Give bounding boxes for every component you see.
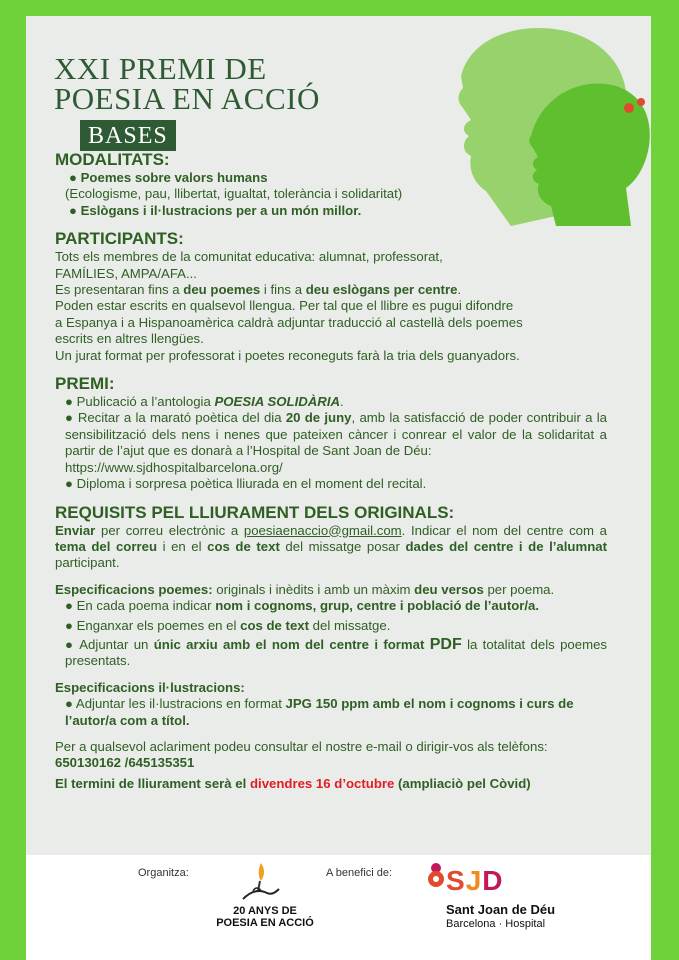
requisits-paragraph	[55, 523, 607, 572]
modalitat-poemes: ● Poemes sobre valors humans	[69, 170, 268, 185]
sjd-name: Sant Joan de Déu	[446, 902, 556, 917]
sjd-d: D	[482, 865, 504, 896]
poemes-bullet-2	[55, 618, 607, 634]
premi-bullet-1	[55, 394, 607, 410]
premi-heading: PREMI:	[55, 374, 115, 394]
requisits-heading: REQUISITS PEL LLIURAMENT DELS ORIGINALS:	[55, 502, 455, 522]
text-span: . Indicar el nom del centre com a	[401, 522, 607, 538]
text-span: El termini de lliurament serà el	[55, 775, 250, 791]
text-span: per poema.	[483, 581, 555, 597]
sjd-logo	[446, 865, 504, 897]
participants-heading: PARTICIPANTS:	[55, 229, 184, 249]
text-span: ● Recitar a la marató poètica del dia	[65, 410, 286, 426]
title-line-2: POESIA EN ACCIÓ	[54, 81, 320, 116]
sjd-j: J	[465, 865, 483, 896]
text-span: ● En cada poema indicar	[65, 598, 216, 614]
text-span: deu versos	[414, 581, 484, 597]
especificacions-il-heading: Especificacions il·lustracions:	[55, 679, 245, 695]
logo-line-1: 20 ANYS DE	[233, 905, 297, 917]
logo-line-2: POESIA EN ACCIÓ	[216, 917, 314, 929]
text-span: i fins a	[260, 282, 306, 298]
text-span: cos de text	[207, 538, 280, 554]
text-span: cos de text	[240, 617, 310, 633]
bases-label: BASES	[80, 120, 176, 151]
title-line-1: XXI PREMI DE	[54, 51, 267, 86]
deadline	[55, 776, 607, 792]
poster-title	[54, 51, 424, 116]
poemes-bullet-1	[55, 598, 607, 614]
poster-content	[55, 150, 607, 792]
text-span: ● Enganxar els poemes en el	[65, 617, 241, 633]
text-span: , amb la satisfacció de poder contribuir a la sensibilització dels nens i nenes que pateixen càncer i conrear el valor de la solidaritat a partir de l’ajut que es donarà a l’Hospital de Sant Joan de Déu:	[65, 410, 607, 459]
modalitats-heading: MODALITATS:	[55, 150, 170, 169]
text-span: del missatge.	[309, 617, 391, 633]
text-span: la totalitat dels poemes presentats.	[65, 636, 607, 669]
benefici-label: A benefici de:	[326, 867, 393, 879]
poemes-bullet-3	[55, 637, 607, 670]
organitza-label: Organitza:	[138, 867, 189, 879]
text-span: i en el	[157, 538, 208, 554]
text-span: nom i cognoms, grup, centre i població de l’autor/a.	[215, 598, 540, 614]
premi-bullet-2	[55, 410, 607, 459]
text-span: del missatge posar	[279, 538, 406, 554]
participants-line-4: Poden estar escrits en qualsevol llengua. Per tal que el llibre es pugui difondre	[55, 298, 514, 314]
text-span: POESIA SOLIDÀRIA	[214, 394, 341, 410]
text-span: ● Adjuntar les il·lustracions en format	[65, 696, 286, 712]
text-span: Especificacions poemes:	[55, 581, 213, 597]
participants-line-7: Un jurat format per professorat i poetes reconeguts farà la tria dels guanyadors.	[55, 347, 520, 363]
text-span: .	[340, 394, 344, 410]
sjd-emblem-icon	[424, 862, 448, 890]
text-span: ● Publicació a l’antologia	[65, 394, 215, 410]
text-span: participant.	[55, 555, 120, 571]
modalitat-poemes-detail: (Ecologisme, pau, llibertat, igualtat, tolerància i solidaritat)	[65, 186, 403, 202]
sjd-subtitle: Barcelona · Hospital	[446, 918, 546, 930]
text-span: originals i inèdits i amb un màxim	[212, 581, 415, 597]
text-span: deu poemes	[183, 282, 261, 298]
especificacions-poemes	[55, 582, 607, 598]
phone-numbers: 650130162 /645135351	[55, 755, 195, 771]
text-span: únic arxiu amb el nom del centre i format	[153, 636, 430, 652]
text-span: Es presentaran fins a	[55, 282, 184, 298]
text-span: 20 de juny	[285, 410, 352, 426]
participants-line-1: Tots els membres de la comunitat educativa: alumnat, professorat,	[55, 249, 443, 265]
text-span: JPG 150 ppm amb el nom i cognoms i curs de l’autor/a com a títol.	[65, 696, 574, 728]
sjd-s: S	[446, 865, 466, 896]
text-span: per correu electrònic a	[95, 522, 244, 538]
text-span: (ampliaciò pel Còvid)	[394, 775, 531, 791]
participants-line-6: escrits en altres llengües.	[55, 331, 204, 347]
text-span: .	[457, 282, 462, 298]
text-span: PDF	[429, 635, 462, 653]
text-span: Enviar	[55, 522, 96, 538]
participants-line-5: a Espanya i a Hispanoamèrica caldrà adjuntar traducció al castellà dels poemes	[55, 314, 523, 330]
text-span: tema del correu	[55, 538, 158, 554]
premi-url-link[interactable]: https://www.sjdhospitalbarcelona.org/	[65, 459, 283, 475]
participants-line-2: FAMÍLIES, AMPA/AFA...	[55, 265, 197, 281]
text-span: ● Adjuntar un	[65, 636, 154, 652]
poesia-en-accio-logo	[210, 905, 320, 929]
quill-pen-icon	[231, 861, 291, 905]
deadline-date: divendres 16 d’octubre	[249, 775, 395, 791]
premi-bullet-3: ● Diploma i sorpresa poètica lliurada en el moment del recital.	[65, 476, 427, 492]
footer	[26, 855, 651, 960]
il-bullet-1	[55, 696, 607, 729]
participants-line-3	[55, 282, 607, 298]
text-span: deu eslògans per centre	[305, 282, 458, 298]
text-span: dades del centre i de l’alumnat	[405, 538, 607, 554]
contact-text: Per a qualsevol aclariment podeu consultar el nostre e-mail o dirigir-vos als telèfons:	[55, 738, 548, 754]
email-link[interactable]: poesiaenaccio@gmail.com	[243, 522, 402, 538]
modalitat-eslogans: ● Eslògans i il·lustracions per a un món millor.	[69, 202, 362, 218]
